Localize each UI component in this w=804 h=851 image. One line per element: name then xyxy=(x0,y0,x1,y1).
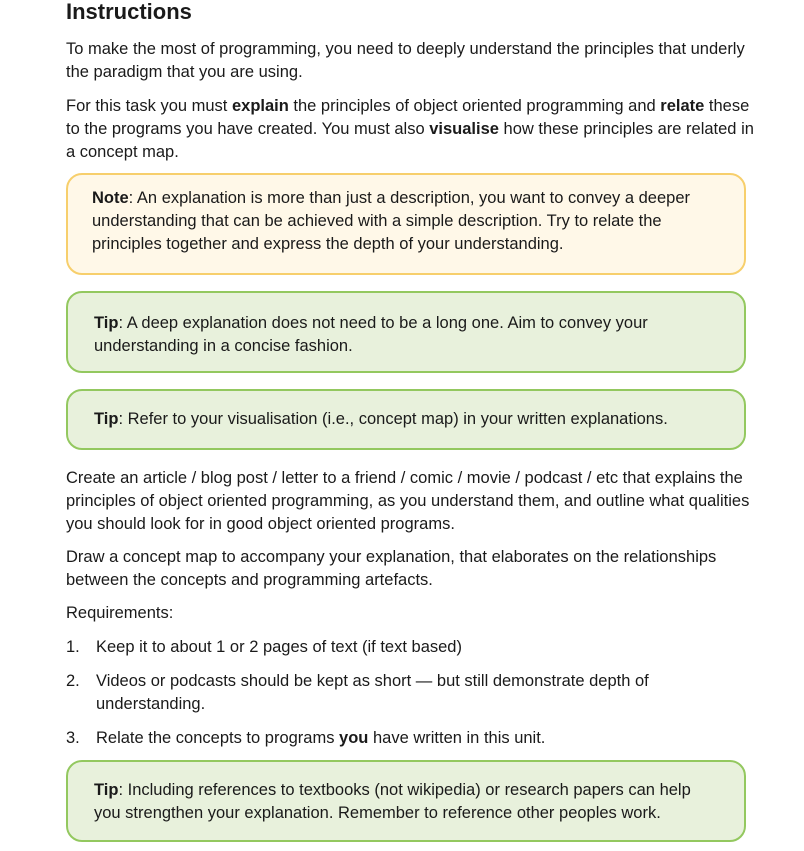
requirement-item xyxy=(66,727,756,750)
tip-box-concise xyxy=(66,291,746,373)
task-text-4: how these principles are related in a concept map. xyxy=(66,120,754,161)
task-text-1: For this task you must xyxy=(66,97,232,115)
requirement-number: 3. xyxy=(66,729,80,747)
tip-box-references xyxy=(66,760,746,842)
intro-paragraph xyxy=(66,38,756,84)
requirement-text: Keep it to about 1 or 2 pages of text (if text based) xyxy=(96,638,462,656)
note-text: : An explanation is more than just a description, you want to convey a deeper understanding that can be achieved with a simple description. Try to relate the principles together and express the depth of your understanding. xyxy=(92,189,691,253)
tip-label: Tip xyxy=(94,314,119,332)
draw-paragraph xyxy=(66,546,756,592)
requirement-item xyxy=(66,670,756,716)
page-title: Instructions xyxy=(66,0,192,24)
task-paragraph xyxy=(66,95,756,164)
requirements-list xyxy=(66,636,756,750)
task-relate-bold: relate xyxy=(660,97,705,115)
tip-text: : Refer to your visualisation (i.e., concept map) in your written explanations. xyxy=(118,410,668,428)
note-label: Note xyxy=(92,189,129,207)
task-visualise-bold: visualise xyxy=(429,120,499,138)
task-text-3: these to the programs you have created. You must also xyxy=(66,97,750,138)
tip-text: : A deep explanation does not need to be a long one. Aim to convey your understanding in a concise fashion. xyxy=(94,314,648,355)
requirement-text-end: have written in this unit. xyxy=(368,729,546,747)
draw-text: Draw a concept map to accompany your explanation, that elaborates on the relationships between the concepts and programming artefacts. xyxy=(66,548,717,589)
note-box xyxy=(66,173,746,275)
tip-label: Tip xyxy=(94,781,119,799)
requirements-label: Requirements: xyxy=(66,604,174,622)
create-paragraph xyxy=(66,467,756,536)
requirement-text: Relate the concepts to programs xyxy=(96,729,340,747)
requirement-number: 2. xyxy=(66,672,80,690)
tip-label: Tip xyxy=(94,410,119,428)
requirement-number: 1. xyxy=(66,638,80,656)
requirement-item xyxy=(66,636,756,659)
requirement-bold: you xyxy=(339,729,369,747)
requirement-text: Videos or podcasts should be kept as short — but still demonstrate depth of understanding. xyxy=(96,672,649,713)
tip-text: : Including references to textbooks (not wikipedia) or research papers can help you strengthen your explanation. Remember to reference other peoples work. xyxy=(94,781,691,822)
create-text: Create an article / blog post / letter to a friend / comic / movie / podcast / etc that explains the principles of object oriented programming, as you understand them, and outline what qualities you should look for in good object oriented programs. xyxy=(66,469,750,533)
task-text-2: the principles of object oriented programming and xyxy=(288,97,661,115)
tip-box-visualisation xyxy=(66,389,746,450)
intro-text: To make the most of programming, you need to deeply understand the principles that underly the paradigm that you are using. xyxy=(66,40,745,81)
task-explain-bold: explain xyxy=(231,97,289,115)
